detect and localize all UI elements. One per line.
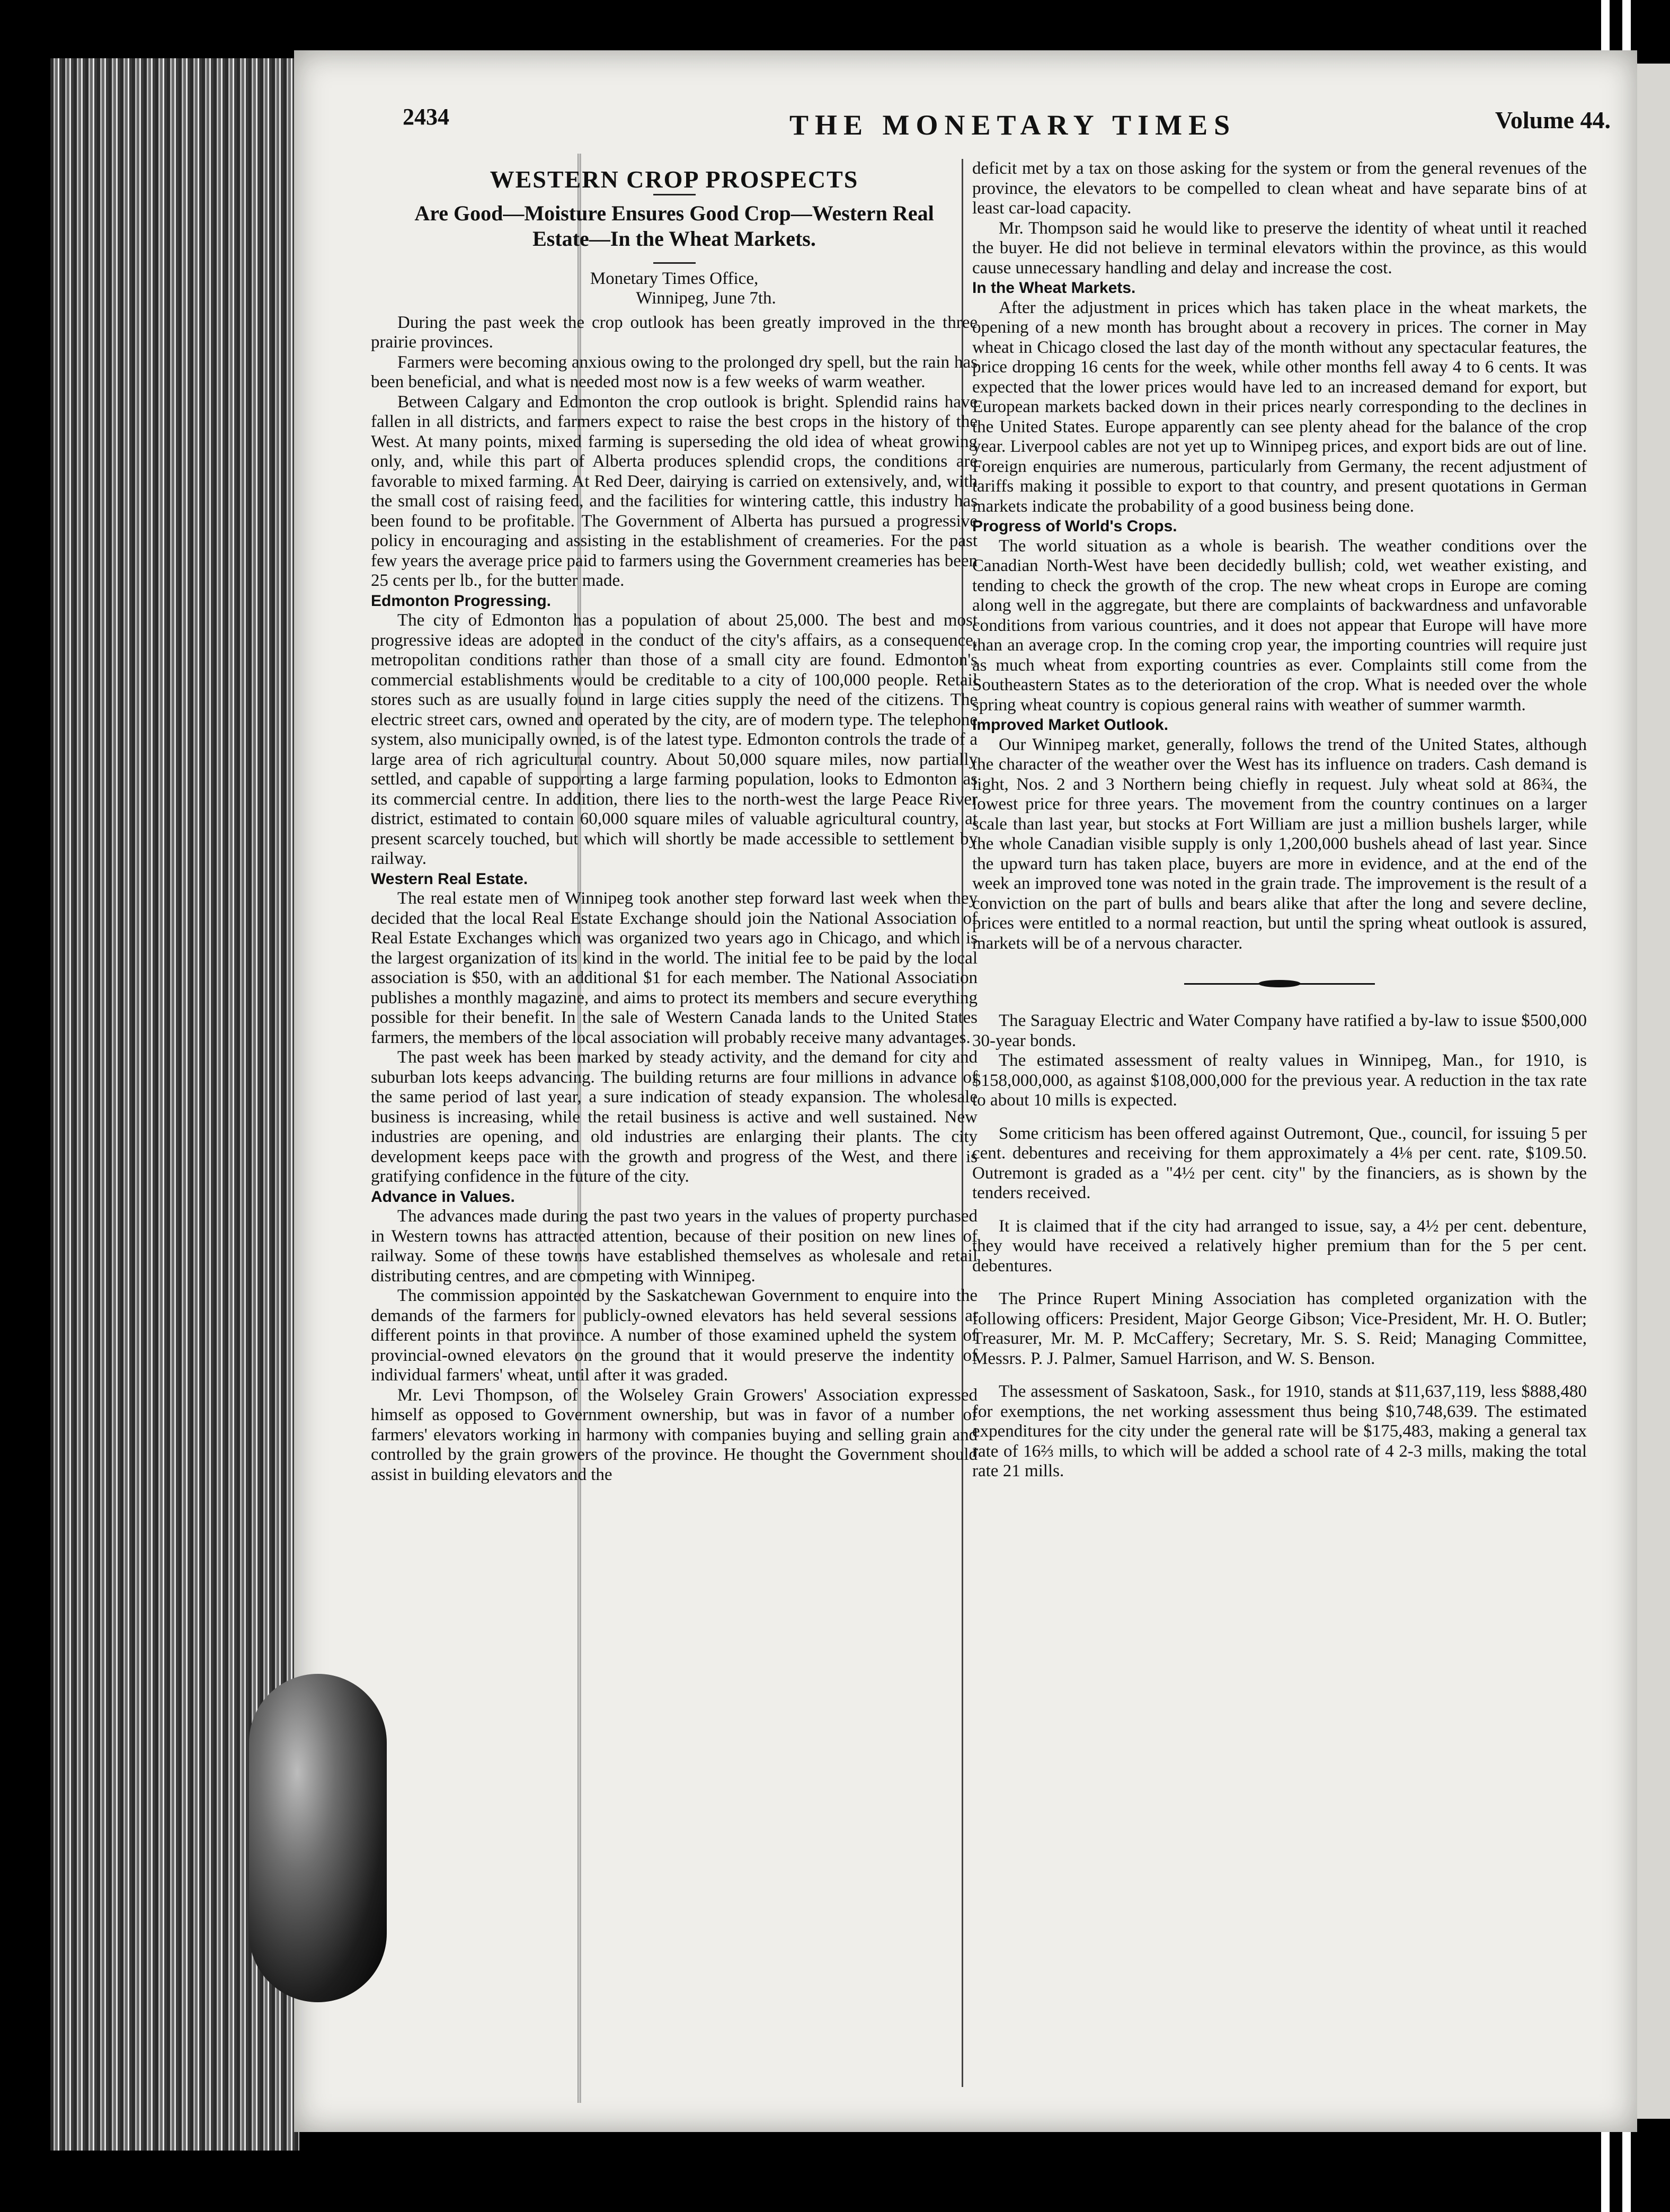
paragraph: deficit met by a tax on those asking for the system or from the general revenues of the province, the elevators to be compelled to clean wheat and have separate bins of at least car-load capacity.: [972, 159, 1587, 218]
section-heading: Edmonton Progressing.: [371, 592, 552, 610]
paragraph: The Saraguay Electric and Water Company have ratified a by-law to issue $500,000 30-year bonds.: [972, 1011, 1587, 1050]
paragraph: Our Winnipeg market, generally, follows the trend of the United States, although the character of the weather over the West has its influence on traders. Cash demand is light, Nos. 2 and 3 Northern being chiefly in request. July wheat sold at 86¾, the lowest price for three years. The movement from the country continues on a larger scale than last year, but stocks at Fort William are just a million bushels larger, while the whole Canadian visible supply is only 1,200,000 bushels ahead of last year. Since the upward turn has taken place, buyers are more in evidence, and at the end of the week an improved tone was noted in the grain trade. The improvement is the result of a conviction on the part of bulls and bears alike that after the long and severe decline, prices were entitled to a normal reaction, but until the spring wheat outlook is assured, markets will be of a nervous character.: [972, 735, 1587, 953]
deck-rule: [653, 262, 696, 264]
paragraph: During the past week the crop outlook has been greatly improved in the three prairie provinces.: [371, 313, 978, 352]
section-heading: Western Real Estate.: [371, 870, 528, 888]
ornament-divider: [1184, 980, 1375, 987]
next-page-edge: [1637, 64, 1670, 2119]
paragraph: The advances made during the past two years in the values of property purchased in Western towns has attracted attention, because of their position on new lines of railway. Some of these towns have established themselves as wholesale and retail distributing centres, and are competing with Winnipeg.: [371, 1207, 978, 1286]
paragraph: The real estate men of Winnipeg took another step forward last week when they decided that the local Real Estate Exchange should join the National Association of Real Estate Exchanges which was organized two years ago in Chicago, and which is the largest organization of its kind in the world. The initial fee to be paid by the local association is $50, with an additional $1 for each member. The National Association publishes a monthly magazine, and aims to protect its members and secure everything possible for their benefit. In the sale of Western Canada lands to the United States farmers, the members of the local association will probably receive many advantages.: [371, 889, 978, 1047]
paragraph: Farmers were becoming anxious owing to the prolonged dry spell, but the rain has been beneficial, and what is needed most now is a few weeks of warm weather.: [371, 352, 978, 391]
paragraph: After the adjustment in prices which has taken place in the wheat markets, the opening of a new month has brought about a recovery in prices. The corner in May wheat in Chicago closed the last day of the month without any spectacular features, the price dropping 16 cents for the week, while other months fell away 4 to 6 cents. It was expected that the lower prices would have led to an increased demand for export, but European markets backed down in their prices nearly corresponding to the declines in the United States. Europe apparently can see plenty ahead for the balance of the crop year. Liverpool cables are not yet up to Winnipeg prices, and export bids are out of line. Foreign enquiries are numerous, particularly from Germany, the recent adjustment of tariffs making it possible to export to that country, and present quotations in German markets indicate the probability of a good business being done.: [972, 298, 1587, 516]
paragraph: The estimated assessment of realty values in Winnipeg, Man., for 1910, is $158,000,000, as against $108,000,000 for the previous year. A reduction in the tax rate to about 10 mills is expected.: [972, 1051, 1587, 1110]
section-heading: Progress of World's Crops.: [972, 518, 1177, 535]
title-rule: [653, 194, 696, 195]
spacer: [972, 1111, 1587, 1124]
volume-label: Volume 44.: [1495, 106, 1611, 133]
spacer: [972, 1276, 1587, 1289]
paragraph: The assessment of Saskatoon, Sask., for 1910, stands at $11,637,119, less $888,480 for exemptions, the net working assessment thus being $10,748,639. The estimated expenditures for the city under the general rate will be $175,483, making a general tax rate of 16⅔ mills, to which will be added a school rate of 4 2-3 mills, making the total rate 21 mills.: [972, 1382, 1587, 1480]
thumb-image: [249, 1674, 387, 2002]
paragraph: Mr. Thompson said he would like to preserve the identity of wheat until it reached the buyer. He did not believe in terminal elevators within the province, as this would cause unnecessary handling and delay and increase the cost.: [972, 218, 1587, 278]
article-deck: Are Good—Moisture Ensures Good Crop—Western Real Estate—In the Wheat Markets.: [414, 201, 934, 251]
section-heading: Improved Market Outlook.: [972, 716, 1169, 734]
paragraph: Mr. Levi Thompson, of the Wolseley Grain Growers' Association expressed himself as opposed to Government ownership, but was in favor of a number of farmers' elevators working in harmony with companies buying and selling grain and controlled by the grain growers of the province. He thought the Government should assist in building elevators and the: [371, 1385, 978, 1484]
dateline: [371, 269, 978, 309]
page-number: 2434: [403, 104, 449, 130]
article-title: WESTERN CROP PROSPECTS: [490, 166, 859, 193]
dateline-place: Winnipeg, June 7th.: [636, 289, 776, 308]
section-heading: Advance in Values.: [371, 1188, 515, 1206]
dateline-office: Monetary Times Office,: [590, 269, 759, 288]
paragraph: The world situation as a whole is bearish. The weather conditions over the Canadian North-West have been decidedly bullish; cold, wet weather existing, and tending to check the growth of the crop. The new wheat crops in Europe are coming along well in the aggregate, but there are complaints of backwardness and unfavorable conditions from various countries, and it does not appear that Europe will have more than an average crop. In the coming crop year, the importing countries will require just as much wheat from exporting countries as ever. Complaints still come from the Southeastern States as to the deterioration of the crop. What is needed over the whole spring wheat country is copious general rains with weather of summer warmth.: [972, 536, 1587, 715]
section-heading: In the Wheat Markets.: [972, 279, 1136, 297]
paragraph: The Prince Rupert Mining Association has completed organization with the following officers: President, Major George Gibson; Vice-President, Mr. H. O. Butler; Treasurer, Mr. M. P. McCaffery; Secretary, Mr. S. S. Reid; Managing Committee, Messrs. P. J. Palmer, Samuel Harrison, and W. S. Benson.: [972, 1289, 1587, 1368]
masthead: THE MONETARY TIMES: [789, 109, 1237, 141]
paragraph: The commission appointed by the Saskatchewan Government to enquire into the demands of the farmers for publicly-owned elevators has held several sessions at different points in that province. A number of those examined upheld the system of provincial-owned elevators on the ground that it would preserve the indentity of individual farmers' wheat, until after it was graded.: [371, 1286, 978, 1385]
paragraph: Between Calgary and Edmonton the crop outlook is bright. Splendid rains have fallen in all districts, and farmers expect to raise the best crops in the history of the West. At many points, mixed farming is superseding the old idea of wheat growing only, and, while this part of Alberta produces splendid crops, the conditions are favorable to mixed farming. At Red Deer, dairying is carried on extensively, and, with the small cost of raising feed, and the facilities for wintering cattle, this industry has been found to be profitable. The Government of Alberta has pursued a progressive policy in encouraging and assisting in the establishment of creameries. For the past few years the average price paid to farmers using the Government creameries has been 25 cents per lb., for the butter made.: [371, 392, 978, 590]
spacer: [972, 1203, 1587, 1217]
page-header: [403, 103, 1611, 151]
paragraph: Some criticism has been offered against Outremont, Que., council, for issuing 5 per cent. debentures and receiving for them approximately a 4⅛ per cent. rate, $109.50. Outremont is graded as a "4½ per cent. city" by the financiers, as is shown by the tenders received.: [972, 1123, 1587, 1202]
paragraph: It is claimed that if the city had arranged to issue, say, a 4½ per cent. debenture, they would have received a relatively higher premium than for the 5 per cent. debentures.: [972, 1216, 1587, 1276]
column-right: [972, 159, 1587, 1482]
column-left: [371, 166, 978, 1485]
paragraph: The past week has been marked by steady activity, and the demand for city and suburban lots keeps advancing. The building returns are four millions in advance of the same period of last year, a sure indication of steady expansion. The wholesale business is increasing, while the retail business is active and well sustained. New industries are opening, and old industries are enlarging their plants. The city development keeps pace with the growth and progress of the West, and there is gratifying confidence in the future of the city.: [371, 1048, 978, 1186]
paragraph: The city of Edmonton has a population of about 25,000. The best and most progressive ideas are adopted in the conduct of the city's affairs, as a consequence, metropolitan conditions rather than those of a small city are found. Edmonton's commercial establishments would be creditable to a city of 100,000 people. Retail stores such as are usually found in large cities supply the need of the citizens. The electric street cars, owned and operated by the city, are of modern type. The telephone system, also municipally owned, is of the latest type. Edmonton controls the trade of a large area of rich agricultural country. About 50,000 square miles, now partially settled, and capable of supporting a large farming population, looks to Edmonton as its commercial centre. In addition, there lies to the north-west the large Peace River district, estimated to contain 60,000 square miles of valuable agricultural country, at present scarcely touched, but which will shortly be made accessible to settlement by railway.: [371, 611, 978, 868]
spacer: [972, 1369, 1587, 1382]
